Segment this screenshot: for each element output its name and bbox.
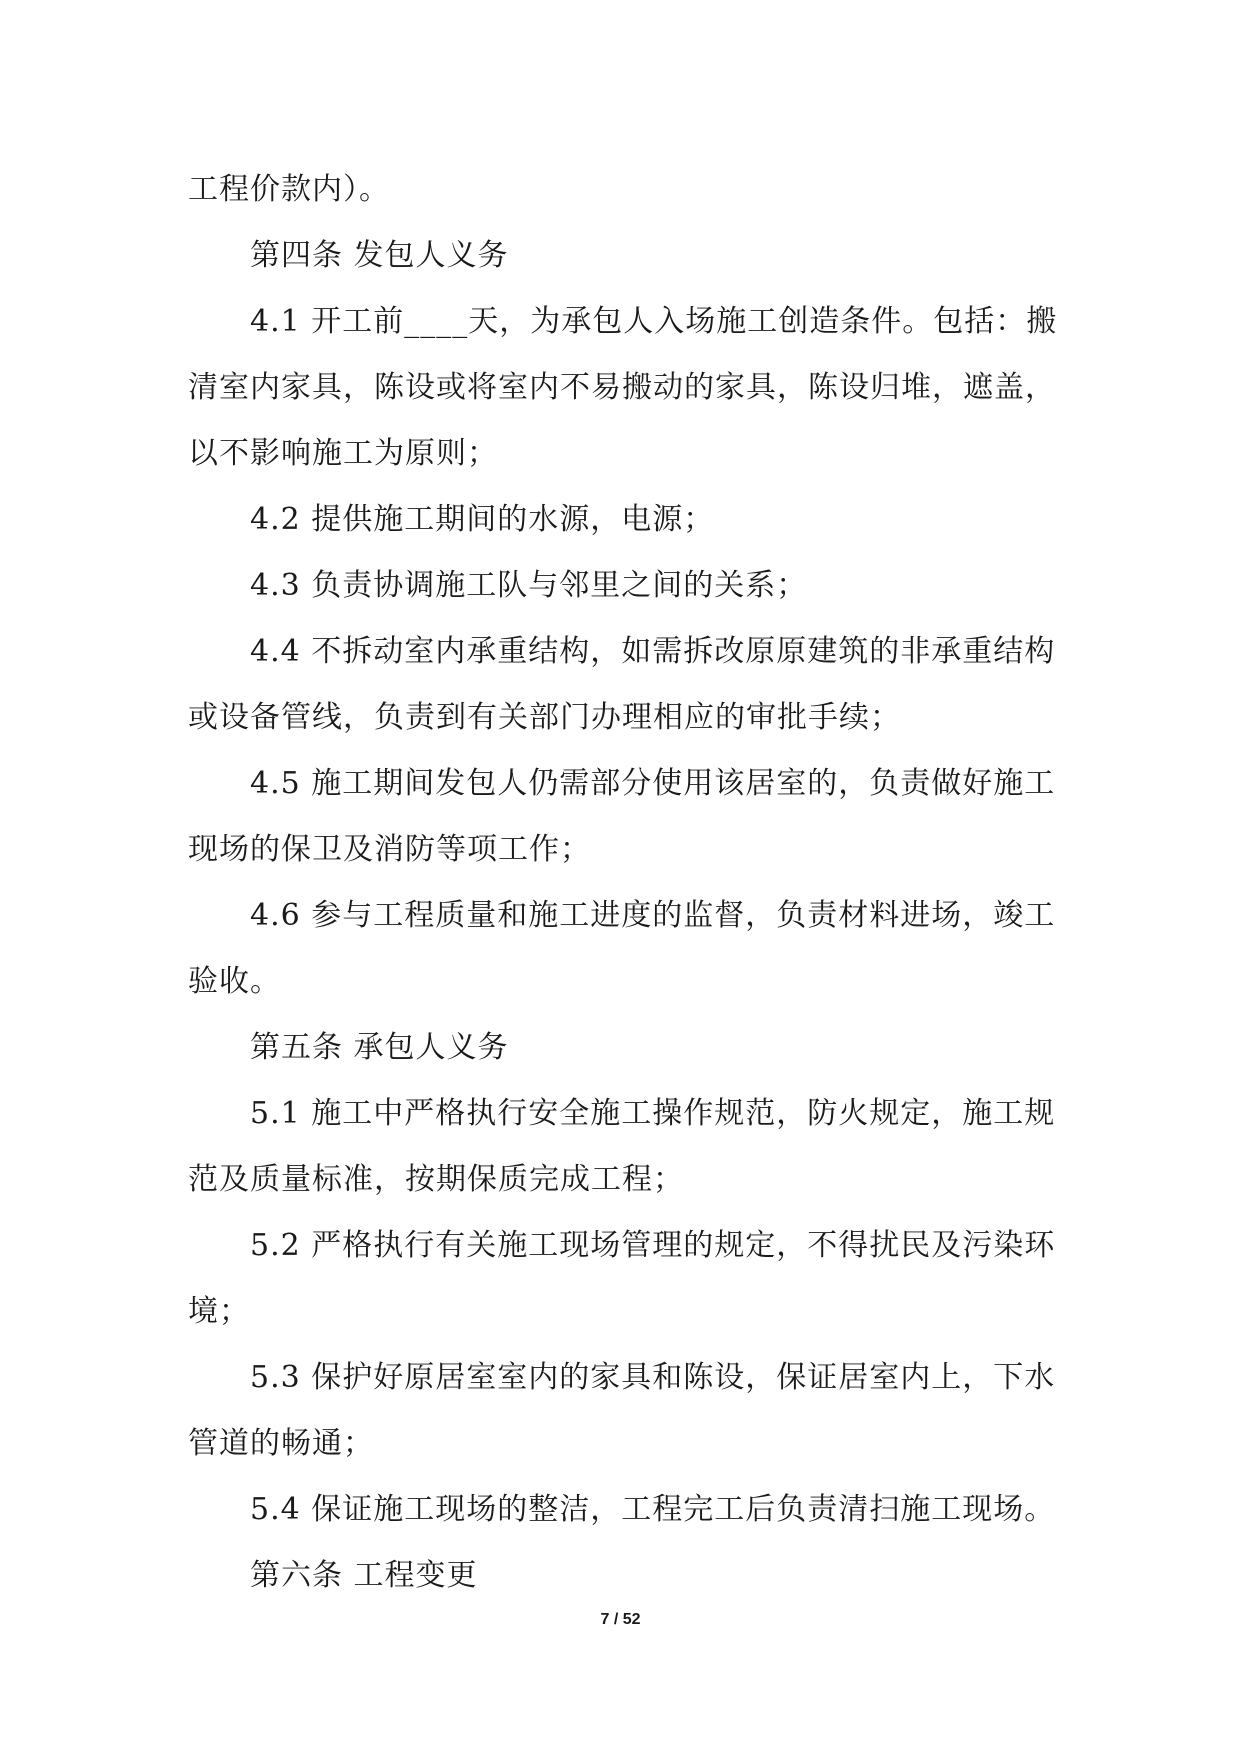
paragraph-line: 现场的保卫及消防等项工作； bbox=[188, 832, 591, 867]
paragraph-line: 4.5 施工期间发包人仍需部分使用该居室的，负责做好施工 bbox=[250, 766, 1056, 801]
paragraph-line: 清室内家具，陈设或将室内不易搬动的家具，陈设归堆，遮盖， bbox=[188, 370, 1056, 405]
page-number: 7 / 52 bbox=[600, 1611, 641, 1628]
paragraph-line: 或设备管线，负责到有关部门办理相应的审批手续； bbox=[188, 700, 901, 735]
paragraph-line: 以不影响施工为原则； bbox=[188, 436, 498, 471]
paragraph-line: 4.3 负责协调施工队与邻里之间的关系； bbox=[250, 568, 808, 603]
paragraph-line: 4.2 提供施工期间的水源，电源； bbox=[250, 502, 715, 537]
paragraph-line: 工程价款内）。 bbox=[188, 172, 390, 207]
paragraph-line: 5.2 严格执行有关施工现场管理的规定，不得扰民及污染环 bbox=[250, 1228, 1056, 1263]
paragraph-line: 境； bbox=[188, 1294, 250, 1329]
paragraph-line: 范及质量标准，按期保质完成工程； bbox=[188, 1162, 684, 1197]
section-heading-4: 第四条 发包人义务 bbox=[250, 238, 509, 273]
section-heading-5: 第五条 承包人义务 bbox=[250, 1030, 509, 1065]
paragraph-line: 4.1 开工前____天，为承包人入场施工创造条件。包括：搬 bbox=[250, 304, 1058, 339]
paragraph-line: 5.4 保证施工现场的整洁，工程完工后负责清扫施工现场。 bbox=[250, 1492, 1056, 1527]
paragraph-line: 4.4 不拆动室内承重结构，如需拆改原原建筑的非承重结构 bbox=[250, 634, 1056, 669]
paragraph-line: 5.3 保护好原居室室内的家具和陈设，保证居室内上，下水 bbox=[250, 1360, 1056, 1395]
paragraph-line: 5.1 施工中严格执行安全施工操作规范，防火规定，施工规 bbox=[250, 1096, 1056, 1131]
paragraph-line: 管道的畅通； bbox=[188, 1426, 374, 1461]
paragraph-line: 验收。 bbox=[188, 964, 281, 999]
body-text bbox=[188, 157, 1058, 1609]
paragraph-line: 4.6 参与工程质量和施工进度的监督，负责材料进场，竣工 bbox=[250, 898, 1056, 933]
section-heading-6: 第六条 工程变更 bbox=[250, 1558, 478, 1593]
